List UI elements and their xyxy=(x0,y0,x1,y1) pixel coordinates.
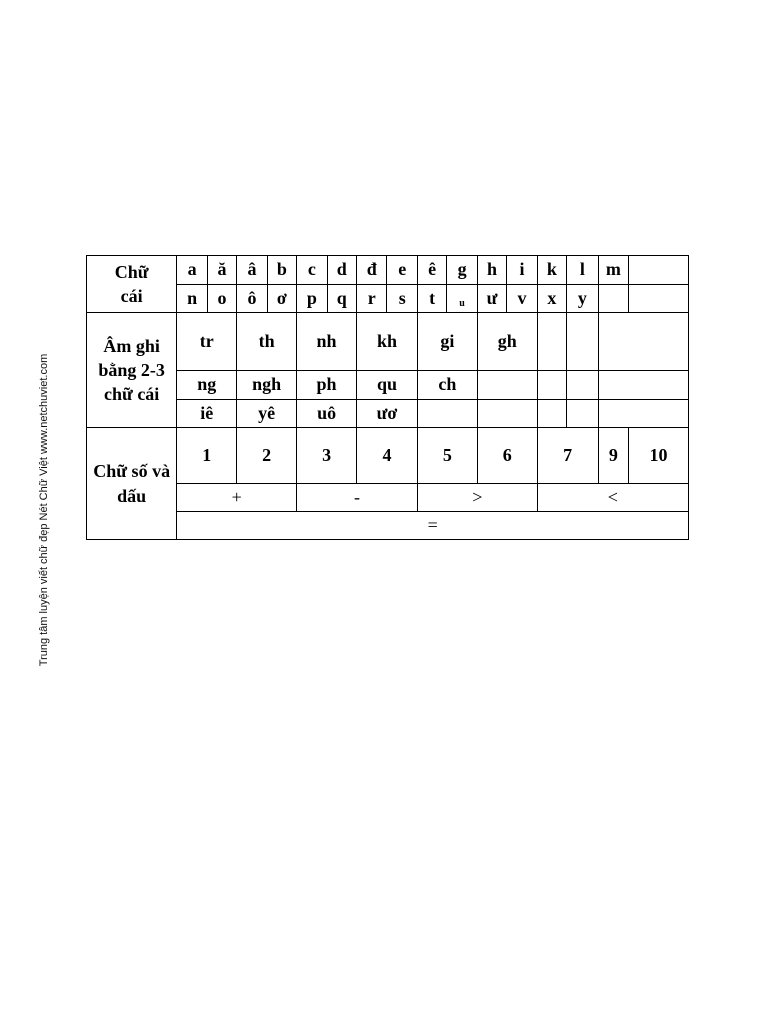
digraph-cell: gi xyxy=(417,313,477,371)
digit-cell: 1 xyxy=(177,428,237,484)
letter-cell: ô xyxy=(237,285,267,313)
digraph-cell: qu xyxy=(357,371,418,400)
letter-cell: c xyxy=(297,256,327,285)
letter-cell: e xyxy=(387,256,417,285)
digit-cell: 7 xyxy=(537,428,598,484)
letter-cell: o xyxy=(207,285,236,313)
digit-cell: 6 xyxy=(477,428,537,484)
letter-cell: u xyxy=(447,285,477,313)
digraphs-row-1 xyxy=(87,313,689,371)
empty-cell xyxy=(537,313,566,371)
digit-cell: 10 xyxy=(629,428,689,484)
digraph-cell: iê xyxy=(177,400,237,428)
letter-cell: n xyxy=(177,285,207,313)
letter-cell: t xyxy=(417,285,446,313)
sign-less: < xyxy=(537,484,688,512)
letter-cell: r xyxy=(357,285,387,313)
empty-cell xyxy=(537,400,566,428)
letter-cell: b xyxy=(267,256,296,285)
letter-cell: ê xyxy=(417,256,446,285)
letter-cell: s xyxy=(387,285,417,313)
digit-cell: 9 xyxy=(598,428,628,484)
letter-cell: đ xyxy=(357,256,387,285)
letter-cell: ă xyxy=(207,256,236,285)
letter-cell: q xyxy=(327,285,356,313)
digraph-cell: th xyxy=(237,313,297,371)
empty-cell xyxy=(629,285,689,313)
letter-cell: h xyxy=(477,256,506,285)
empty-cell xyxy=(598,400,688,428)
empty-cell xyxy=(598,313,688,371)
digits-row xyxy=(87,428,689,484)
empty-cell xyxy=(567,400,598,428)
digraph-cell: ch xyxy=(417,371,477,400)
header-letters xyxy=(87,256,177,313)
empty-cell xyxy=(477,371,537,400)
empty-cell xyxy=(567,313,598,371)
header-letters-line1: Chữ xyxy=(114,261,149,282)
letter-cell: g xyxy=(447,256,477,285)
empty-cell xyxy=(598,285,628,313)
header-digraphs: Âm ghi bằng 2-3 chữ cái xyxy=(87,313,177,428)
letter-cell: m xyxy=(598,256,628,285)
header-numbers: Chữ số và dấu xyxy=(87,428,177,540)
letter-cell: a xyxy=(177,256,207,285)
header-letters-line2: cái xyxy=(120,286,143,306)
letter-cell: d xyxy=(327,256,356,285)
digraph-cell: nh xyxy=(297,313,357,371)
digraph-cell: ng xyxy=(177,371,237,400)
sign-greater: > xyxy=(417,484,537,512)
digraph-cell: kh xyxy=(357,313,418,371)
letter-cell: k xyxy=(537,256,566,285)
watermark-text: Trung tâm luyện viết chữ đẹp Nét Chữ Việt www.netchuviet.com xyxy=(38,353,50,667)
empty-cell xyxy=(567,371,598,400)
letters-row-2 xyxy=(87,285,689,313)
letter-cell: i xyxy=(507,256,537,285)
letter-cell: x xyxy=(537,285,566,313)
letters-row-1 xyxy=(87,256,689,285)
empty-cell xyxy=(598,371,688,400)
digraph-cell: ươ xyxy=(357,400,418,428)
digraphs-row-2 xyxy=(87,371,689,400)
digraph-cell: gh xyxy=(477,313,537,371)
empty-cell xyxy=(629,256,689,285)
digraph-cell: yê xyxy=(237,400,297,428)
sign-equals: = xyxy=(177,512,689,540)
empty-cell xyxy=(477,400,537,428)
digraphs-row-3 xyxy=(87,400,689,428)
digit-cell: 3 xyxy=(297,428,357,484)
sign-plus: + xyxy=(177,484,297,512)
equals-row xyxy=(87,512,689,540)
letter-cell: ư xyxy=(477,285,506,313)
empty-cell xyxy=(417,400,477,428)
signs-row xyxy=(87,484,689,512)
digraph-cell: ngh xyxy=(237,371,297,400)
letter-cell: l xyxy=(567,256,598,285)
digit-cell: 2 xyxy=(237,428,297,484)
letter-cell: p xyxy=(297,285,327,313)
letter-cell: ơ xyxy=(267,285,296,313)
alphabet-table xyxy=(86,255,689,540)
digraph-cell: tr xyxy=(177,313,237,371)
empty-cell xyxy=(537,371,566,400)
letter-cell: â xyxy=(237,256,267,285)
letter-cell: y xyxy=(567,285,598,313)
digraph-cell: uô xyxy=(297,400,357,428)
sign-minus: - xyxy=(297,484,418,512)
digit-cell: 5 xyxy=(417,428,477,484)
digit-cell: 4 xyxy=(357,428,418,484)
letter-cell: v xyxy=(507,285,537,313)
digraph-cell: ph xyxy=(297,371,357,400)
